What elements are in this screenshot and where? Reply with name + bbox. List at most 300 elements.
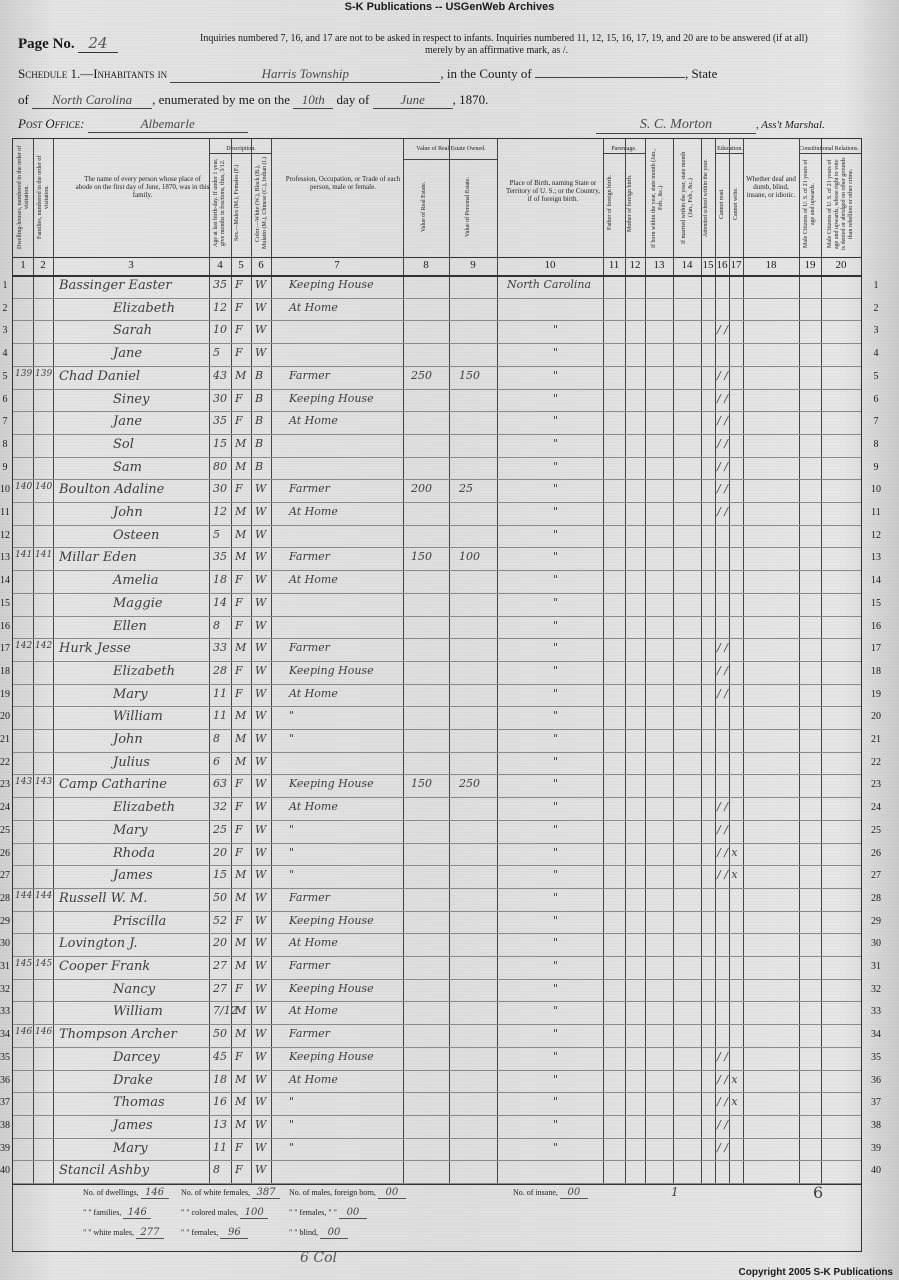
copyright-notice: Copyright 2005 S-K Publications <box>738 1267 893 1278</box>
row-rule <box>13 479 861 480</box>
bottom-handwritten-note: 6 Col <box>300 1250 337 1266</box>
header-constitutional: Constitutional Relations. <box>799 146 859 152</box>
column-number-5: 5 <box>238 259 244 271</box>
birthplace: " <box>553 391 559 405</box>
row-number-right: 34 <box>871 1029 881 1041</box>
birthplace: " <box>553 1140 559 1154</box>
person-name: Chad Daniel <box>59 368 141 384</box>
row-number-left: 1 <box>2 280 8 291</box>
header-cannot-write: Cannot write. <box>733 187 739 221</box>
header-vote-denied: Male Citizens of U. S. of 21 years of age and upwards, whose right to vote is denied or abridged on other grounds than rebellion or other crime. <box>827 157 854 251</box>
personal-estate-value: 150 <box>459 368 480 382</box>
color: W <box>255 641 267 655</box>
sex: M <box>235 527 247 541</box>
sex: M <box>235 436 247 450</box>
birthplace: " <box>553 1004 559 1018</box>
person-name: Elizabeth <box>113 663 176 679</box>
header-description: Description. <box>226 146 256 152</box>
birthplace: " <box>553 323 559 337</box>
row-number-right: 35 <box>871 1051 881 1063</box>
age: 10 <box>213 323 227 337</box>
row-rule <box>13 933 861 934</box>
person-name: Thompson Archer <box>59 1027 177 1043</box>
column-number-6: 6 <box>258 259 264 271</box>
sex: F <box>235 618 243 632</box>
sex: F <box>235 800 243 814</box>
summary-colored-females-value: 96 <box>220 1227 248 1239</box>
sex: F <box>235 414 243 428</box>
row-number-left: 5 <box>2 370 8 382</box>
row-number-right: 16 <box>871 620 881 632</box>
row-number-left: 13 <box>0 552 10 564</box>
sex: F <box>235 346 243 360</box>
summary-dwellings <box>83 1187 169 1199</box>
occupation: Farmer <box>289 550 330 564</box>
birthplace: " <box>553 573 559 587</box>
summary-colored-males-value: 100 <box>240 1207 268 1219</box>
township-value: Harris Township <box>170 66 440 83</box>
education-marks: / / <box>717 323 728 337</box>
occupation: Keeping House <box>289 1049 374 1063</box>
summary-colored-males-label: " " colored males, <box>181 1208 239 1217</box>
color: W <box>255 959 267 972</box>
person-name: Elizabeth <box>113 300 176 316</box>
age: 50 <box>213 1027 227 1041</box>
sex: F <box>235 981 243 995</box>
header-birthplace: Place of Birth, naming State or Territory of U. S.; or the Country, if of foreign birth. <box>505 179 601 203</box>
age: 6 <box>213 754 220 768</box>
row-number-right: 23 <box>871 779 881 791</box>
sex: F <box>235 777 243 791</box>
row-number-right: 13 <box>871 552 881 564</box>
row-number-right: 19 <box>871 688 881 700</box>
person-name: Camp Catharine <box>59 777 167 793</box>
dwelling-number: 141 <box>15 550 33 561</box>
age: 30 <box>213 391 227 405</box>
summary-insane-value: 00 <box>560 1187 588 1199</box>
occupation: Keeping House <box>289 981 374 995</box>
header-color: Color.—White (W.), Black (B.), Mulatto (M.), Chinese (C.), Indian (I.) <box>255 157 268 249</box>
row-rule <box>13 956 861 957</box>
occupation: Farmer <box>289 482 330 496</box>
row-rule <box>13 797 861 798</box>
birthplace: " <box>553 1027 559 1041</box>
row-number-left: 17 <box>0 643 10 655</box>
person-name: Priscilla <box>113 913 167 929</box>
post-office-label: Post Office: <box>18 116 85 131</box>
summary-white-males-label: " " white males, <box>83 1228 134 1237</box>
birthplace: " <box>553 822 559 836</box>
row-number-right: 21 <box>871 734 881 745</box>
summary-colored-females-label: " " females, <box>181 1228 219 1237</box>
education-marks: / / <box>717 414 728 428</box>
color: W <box>255 346 267 360</box>
row-number-left: 10 <box>0 484 10 496</box>
sex: F <box>235 913 243 927</box>
family-number: 144 <box>35 890 53 901</box>
age: 18 <box>213 573 227 587</box>
color: W <box>255 1049 267 1063</box>
summary-insane-label: No. of insane, <box>513 1188 558 1197</box>
color: W <box>255 868 267 882</box>
occupation: " <box>289 868 295 882</box>
sex: M <box>235 550 247 564</box>
occupation: " <box>289 845 295 859</box>
row-number-right: 17 <box>871 643 881 655</box>
page-number <box>18 34 118 53</box>
row-number-right: 33 <box>871 1006 881 1018</box>
birthplace: North Carolina <box>507 278 592 291</box>
color: W <box>255 1095 267 1109</box>
color: W <box>255 845 267 859</box>
header-subrule <box>603 153 645 154</box>
row-number-left: 6 <box>2 393 8 405</box>
row-number-left: 9 <box>2 461 8 473</box>
column-number-15: 15 <box>702 259 714 271</box>
person-name: Maggie <box>113 595 163 611</box>
birthplace: " <box>553 1049 559 1063</box>
real-estate-value: 200 <box>411 482 432 496</box>
age: 35 <box>213 278 227 291</box>
row-rule <box>13 434 861 435</box>
row-number-left: 35 <box>0 1051 10 1063</box>
age: 28 <box>213 663 227 677</box>
person-name: Nancy <box>113 981 156 997</box>
family-number: 142 <box>35 641 53 652</box>
age: 18 <box>213 1072 227 1086</box>
age: 8 <box>213 1163 220 1177</box>
age: 30 <box>213 482 227 496</box>
column-number-12: 12 <box>629 259 641 271</box>
sex: M <box>235 890 247 904</box>
education-marks: / / x <box>717 868 738 882</box>
header-mother-foreign: Mother of foreign birth. <box>627 174 633 232</box>
color: W <box>255 1117 267 1131</box>
occupation: Farmer <box>289 368 330 382</box>
row-number-right: 22 <box>871 756 881 768</box>
row-rule <box>13 979 861 980</box>
year-label: , 1870. <box>452 92 489 107</box>
color: W <box>255 1072 267 1086</box>
person-name: Bassinger Easter <box>59 278 172 293</box>
dwelling-number: 140 <box>15 482 33 493</box>
column-number-9: 9 <box>470 259 476 271</box>
row-number-right: 6 <box>873 393 879 405</box>
sex: F <box>235 482 243 496</box>
summary-colored-females <box>181 1227 248 1239</box>
row-number-right: 11 <box>871 507 881 518</box>
row-number-left: 37 <box>0 1097 10 1109</box>
color: W <box>255 754 267 768</box>
column-number-19: 19 <box>804 259 816 271</box>
summary-families-value: 146 <box>123 1207 151 1219</box>
row-rule <box>13 593 861 594</box>
header-sex: Sex.—Males (M.), Females (F.) <box>234 164 240 242</box>
row-rule <box>13 1024 861 1025</box>
summary-white-females-label: No. of white females, <box>181 1188 251 1197</box>
header-occupation: Profession, Occupation, or Trade of each person, male or female. <box>285 175 401 191</box>
enumerated-label: , enumerated by me on the <box>152 92 290 107</box>
color: W <box>255 323 267 337</box>
row-rule <box>13 774 861 775</box>
row-rule <box>13 1115 861 1116</box>
summary-white-females-value: 387 <box>252 1187 280 1199</box>
birthplace: " <box>553 981 559 995</box>
row-number-right: 10 <box>871 484 881 496</box>
row-rule <box>13 911 861 912</box>
person-name: Siney <box>113 391 150 407</box>
row-number-right: 30 <box>871 938 881 950</box>
occupation: Keeping House <box>289 777 374 791</box>
education-marks: / / <box>717 1140 728 1154</box>
person-name: Jane <box>113 414 143 430</box>
person-name: Thomas <box>113 1095 165 1111</box>
color: W <box>255 800 267 814</box>
person-name: William <box>113 1004 163 1020</box>
row-number-left: 26 <box>0 847 10 859</box>
summary-foreign-females <box>289 1207 367 1219</box>
occupation: At Home <box>289 1004 338 1018</box>
dwelling-number: 139 <box>15 368 33 379</box>
occupation: Farmer <box>289 890 330 904</box>
row-number-left: 40 <box>0 1165 10 1177</box>
age: 33 <box>213 641 227 655</box>
column-number-18: 18 <box>765 259 777 271</box>
summary-insane <box>513 1187 588 1199</box>
color: W <box>255 595 267 609</box>
row-number-right: 32 <box>871 983 881 995</box>
row-rule <box>13 1047 861 1048</box>
census-table <box>0 138 881 1252</box>
occupation: At Home <box>289 414 338 428</box>
family-number: 143 <box>35 777 53 788</box>
post-office-value: Albemarle <box>88 116 248 133</box>
occupation: Keeping House <box>289 391 374 405</box>
color: W <box>255 777 267 791</box>
age: 5 <box>213 346 220 360</box>
birthplace: " <box>553 482 559 496</box>
education-marks: / / <box>717 391 728 405</box>
row-number-left: 14 <box>0 575 10 587</box>
color: W <box>255 913 267 927</box>
header-families: Families, numbered in the order of visitation. <box>37 155 50 239</box>
row-rule <box>13 661 861 662</box>
person-name: Mary <box>113 686 148 702</box>
education-marks: / / <box>717 459 728 473</box>
occupation: " <box>289 709 295 723</box>
age: 20 <box>213 936 227 950</box>
birthplace: " <box>553 1072 559 1086</box>
row-rule <box>13 820 861 821</box>
row-number-left: 4 <box>2 348 8 360</box>
row-rule <box>13 752 861 753</box>
header-real-estate-owned: Value of Real Estate Owned. <box>416 146 486 152</box>
row-number-left: 3 <box>2 325 8 337</box>
age: 32 <box>213 800 227 814</box>
row-number-right: 18 <box>871 665 881 677</box>
age: 15 <box>213 868 227 882</box>
summary-foreign-males <box>289 1187 406 1199</box>
row-number-right: 24 <box>871 802 881 814</box>
sex: M <box>235 1072 247 1086</box>
sex: M <box>235 505 247 518</box>
summary-foreign-females-label: " " females, " " <box>289 1208 337 1217</box>
color: W <box>255 936 267 950</box>
person-name: Darcey <box>113 1049 160 1065</box>
color: W <box>255 981 267 995</box>
row-number-right: 37 <box>871 1097 881 1109</box>
age: 45 <box>213 1049 227 1063</box>
occupation: Farmer <box>289 959 330 972</box>
summary-blind-label: " " blind, <box>289 1228 318 1237</box>
person-name: Jane <box>113 346 143 362</box>
color: B <box>255 414 264 428</box>
day-value: 10th <box>293 92 333 109</box>
sex: M <box>235 1027 247 1041</box>
personal-estate-value: 250 <box>459 777 480 791</box>
person-name: Julius <box>113 754 150 770</box>
color: W <box>255 482 267 496</box>
person-name: Stancil Ashby <box>59 1163 150 1179</box>
row-rule <box>13 1138 861 1139</box>
row-rule <box>13 343 861 344</box>
sex: M <box>235 732 247 745</box>
inquiry-note-line-1: Inquiries numbered 7, 16, and 17 are not to be asked in respect to infants. Inquiries numbered 11, 12, 15, 16, 17, 19, and 20 are to be answered (if at all) <box>200 33 808 44</box>
color: W <box>255 300 267 314</box>
birthplace: " <box>553 459 559 473</box>
birthplace: " <box>553 618 559 632</box>
color: W <box>255 1004 267 1018</box>
education-marks: / / <box>717 482 728 496</box>
person-name: Millar Eden <box>59 550 137 566</box>
column-number-20: 20 <box>835 259 847 271</box>
inquiry-note-line-2: merely by an affirmative mark, as /. <box>425 45 569 56</box>
column-number-17: 17 <box>730 259 742 271</box>
occupation: " <box>289 822 295 836</box>
sex: F <box>235 300 243 314</box>
color: W <box>255 527 267 541</box>
row-number-left: 18 <box>0 665 10 677</box>
row-rule <box>13 706 861 707</box>
birthplace: " <box>553 800 559 814</box>
birthplace: " <box>553 595 559 609</box>
of-label: of <box>18 92 29 107</box>
sex: M <box>235 641 247 655</box>
row-rule <box>13 888 861 889</box>
education-marks: / / <box>717 663 728 677</box>
age: 35 <box>213 414 227 428</box>
row-rule <box>13 1160 861 1161</box>
header-name: The name of every person whose place of abode on the first day of June, 1870, was in this family. <box>75 175 210 199</box>
age: 12 <box>213 300 227 314</box>
row-number-right: 3 <box>873 325 879 337</box>
occupation: Farmer <box>289 641 330 655</box>
row-number-left: 34 <box>0 1029 10 1041</box>
birthplace: " <box>553 663 559 677</box>
sex: F <box>235 278 243 291</box>
summary-families-label: " " families, <box>83 1208 122 1217</box>
month-value: June <box>373 92 453 109</box>
person-name: James <box>113 1117 153 1133</box>
summary-colored-males <box>181 1207 268 1219</box>
birthplace: " <box>553 1095 559 1109</box>
inquiry-note <box>200 33 860 57</box>
family-number: 139 <box>35 368 53 379</box>
row-number-left: 29 <box>0 915 10 927</box>
education-marks: / / <box>717 822 728 836</box>
personal-estate-value: 100 <box>459 550 480 564</box>
row-number-right: 39 <box>871 1142 881 1154</box>
row-number-right: 38 <box>871 1119 881 1131</box>
age: 11 <box>213 686 227 700</box>
person-name: John <box>113 505 143 520</box>
row-number-left: 20 <box>0 711 10 723</box>
birthplace: " <box>553 414 559 428</box>
birthplace: " <box>553 686 559 700</box>
age: 11 <box>213 709 227 723</box>
education-marks: / / <box>717 641 728 655</box>
row-rule <box>13 411 861 412</box>
family-number: 141 <box>35 550 53 561</box>
post-office-line <box>18 116 248 133</box>
color: W <box>255 663 267 677</box>
summary-families <box>83 1207 151 1219</box>
row-rule <box>13 865 861 866</box>
marshal-name: S. C. Morton <box>596 117 756 134</box>
summary-foreign-males-label: No. of males, foreign born, <box>289 1188 376 1197</box>
color: B <box>255 459 264 473</box>
real-estate-value: 250 <box>411 368 432 382</box>
row-number-left: 32 <box>0 983 10 995</box>
person-name: Boulton Adaline <box>59 482 165 498</box>
row-number-left: 28 <box>0 892 10 904</box>
row-number-right: 4 <box>873 348 879 360</box>
row-number-right: 12 <box>871 529 881 541</box>
summary-mark-1: 1 <box>671 1185 679 1199</box>
color: W <box>255 505 267 518</box>
birthplace: " <box>553 709 559 723</box>
row-rule <box>13 616 861 617</box>
row-number-left: 16 <box>0 620 10 632</box>
age: 20 <box>213 845 227 859</box>
age: 12 <box>213 505 227 518</box>
row-rule <box>13 389 861 390</box>
sex: F <box>235 595 243 609</box>
birthplace: " <box>553 1117 559 1131</box>
row-rule <box>13 1001 861 1002</box>
header-male-citizens: Male Citizens of U. S. of 21 years of age and upwards. <box>803 159 816 249</box>
occupation: Keeping House <box>289 278 374 291</box>
sex: F <box>235 845 243 859</box>
row-number-left: 24 <box>0 802 10 814</box>
age: 11 <box>213 1140 227 1154</box>
row-number-right: 2 <box>873 302 879 314</box>
color: W <box>255 1140 267 1154</box>
education-marks: / / <box>717 436 728 450</box>
dwelling-number: 146 <box>15 1027 33 1038</box>
person-name: Mary <box>113 1140 148 1156</box>
age: 15 <box>213 436 227 450</box>
color: B <box>255 368 264 382</box>
person-name: James <box>113 868 153 884</box>
occupation: " <box>289 1140 295 1154</box>
person-name: Osteen <box>113 527 160 543</box>
row-number-left: 2 <box>2 302 8 314</box>
birthplace: " <box>553 641 559 655</box>
age: 8 <box>213 618 220 632</box>
sex: F <box>235 1140 243 1154</box>
sex: M <box>235 1117 247 1131</box>
